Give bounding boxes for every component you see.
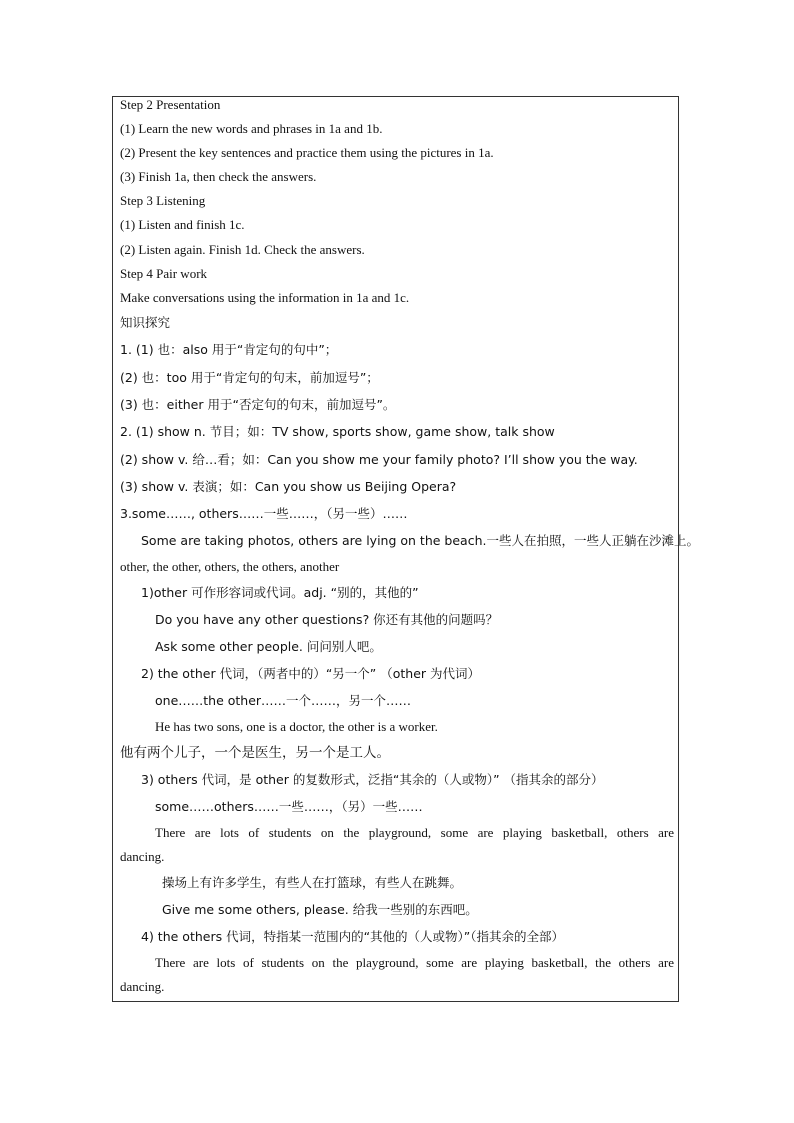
the-other-heading: 2) the other 代词，（两者中的）“另一个” （other 为代词） xyxy=(141,666,481,681)
step2-item-3: (3) Finish 1a, then check the answers. xyxy=(120,169,317,184)
the-others-heading: 4) the others 代词，特指某一范围内的“其他的（人或物）”（指其余的全部） xyxy=(141,929,565,944)
show-verb-2: (3) show v. 表演；如：Can you show us Beijing Opera? xyxy=(120,479,457,494)
the-other-pattern: one……the other……一个……，另一个…… xyxy=(155,693,412,708)
step3-heading: Step 3 Listening xyxy=(120,193,206,208)
others-example-cn: 操场上有许多学生，有些人在打篮球，有些人在跳舞。 xyxy=(162,875,463,890)
the-other-example-en: He has two sons, one is a doctor, the other is a worker. xyxy=(155,719,438,734)
too-usage: (2) 也：too 用于“肯定句的句末，前加逗号”； xyxy=(120,370,379,385)
the-others-example-en-cont: dancing. xyxy=(120,979,165,994)
step3-item-2: (2) Listen again. Finish 1d. Check the answers. xyxy=(120,242,365,257)
other-forms-list: other, the other, others, the others, another xyxy=(120,559,340,574)
step4-heading: Step 4 Pair work xyxy=(120,266,208,281)
others-example-en: There are lots of students on the playground, some are playing basketball, others are xyxy=(155,825,674,840)
others-example-en-cont: dancing. xyxy=(120,849,165,864)
some-others-example: Some are taking photos, others are lying on the beach.一些人在拍照，一些人正躺在沙滩上。 xyxy=(141,533,699,548)
show-verb-1: (2) show v. 给…看；如：Can you show me your family photo? I’ll show you the way. xyxy=(120,452,638,467)
others-heading: 3) others 代词，是 other 的复数形式，泛指“其余的（人或物）” （指其余的部分） xyxy=(141,772,604,787)
step3-item-1: (1) Listen and finish 1c. xyxy=(120,217,245,232)
step4-text: Make conversations using the information in 1a and 1c. xyxy=(120,290,410,305)
either-usage: (3) 也：either 用于“否定句的句末，前加逗号”。 xyxy=(120,397,396,412)
step2-item-2: (2) Present the key sentences and practice them using the pictures in 1a. xyxy=(120,145,494,160)
others-pattern: some……others……一些……，（另）一些…… xyxy=(155,799,423,814)
knowledge-heading: 知识探究 xyxy=(120,315,171,330)
others-example-2: Give me some others, please. 给我一些别的东西吧。 xyxy=(162,902,478,917)
the-other-example-cn: 他有两个儿子，一个是医生，另一个是工人。 xyxy=(120,745,390,761)
other-example-1: Do you have any other questions? 你还有其他的问题吗？ xyxy=(155,612,499,627)
step2-heading: Step 2 Presentation xyxy=(120,97,221,112)
the-others-example-en: There are lots of students on the playground, some are playing basketball, the others are xyxy=(155,955,674,970)
also-usage: 1. (1) 也：also 用于“肯定句的句中”； xyxy=(120,342,338,357)
other-adj-heading: 1)other 可作形容词或代词。adj. “别的，其他的” xyxy=(141,585,419,600)
other-example-2: Ask some other people. 问问别人吧。 xyxy=(155,639,382,654)
some-others-heading: 3.some……, others……一些……，（另一些）…… xyxy=(120,506,408,521)
step2-item-1: (1) Learn the new words and phrases in 1a and 1b. xyxy=(120,121,383,136)
show-noun: 2. (1) show n. 节目；如：TV show, sports show, game show, talk show xyxy=(120,424,555,439)
